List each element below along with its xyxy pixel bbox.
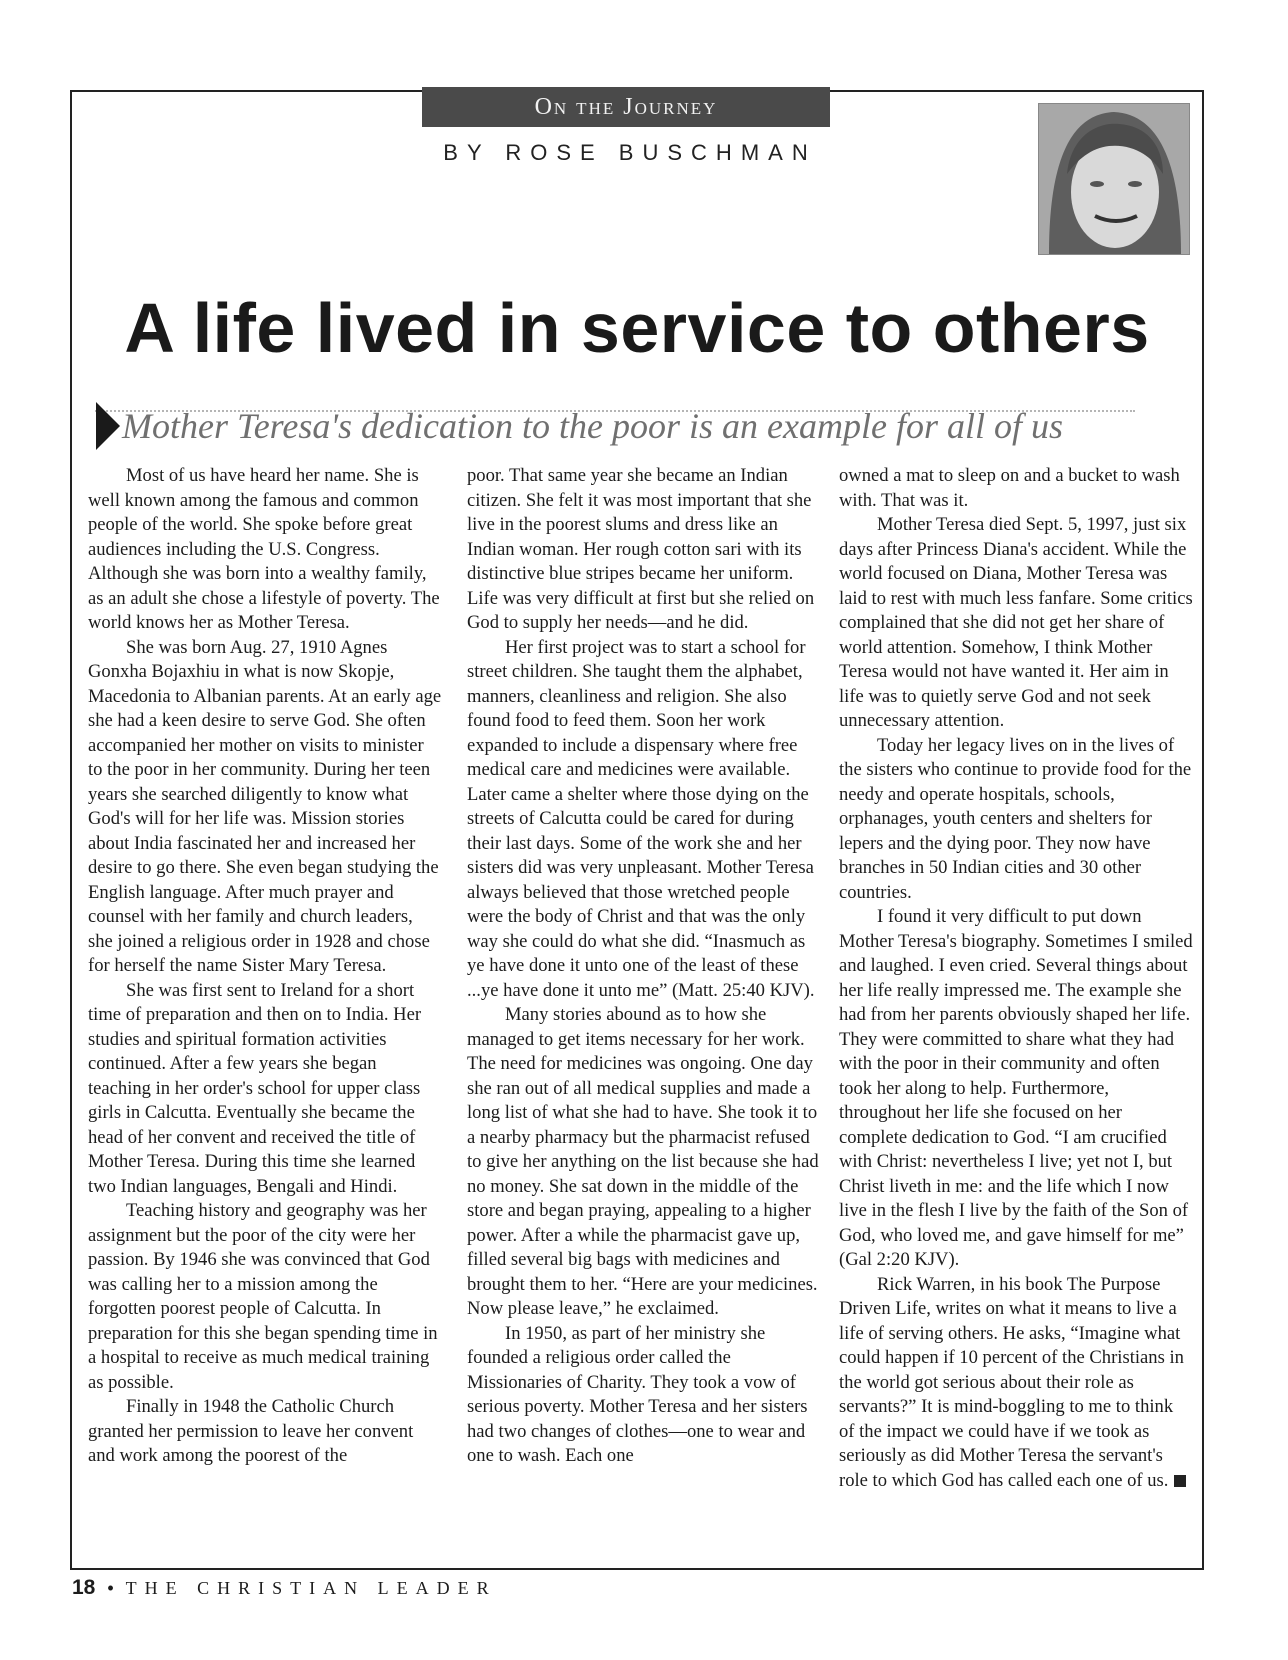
paragraph: Today her legacy lives on in the lives of the sisters who continue to provide food for the needy and operate hospitals, schools, orphanages, youth centers and shelters for lepers and the dying poor. They now have branches in 50 Indian cities and 30 other countries.	[839, 734, 1192, 903]
paragraph: Rick Warren, in his book The Purpose Driven Life, writes on what it means to live a life of serving others. He asks, “Imagine what could happen if 10 percent of the Christians in the world got serious about their role as servants?” It is mind-boggling to me to think of the impact we could have if we took as seriously as did Mother Teresa the servant's role to which God has called each one of us.	[839, 1273, 1193, 1494]
paragraph: In 1950, as part of her ministry she founded a religious order called the Missionaries of Charity. They took a vow of serious poverty. Mother Teresa and her sisters had two changes of clothes—one to wear and one to wash. Each one	[467, 1322, 808, 1466]
byline: BY ROSE BUSCHMAN	[443, 140, 817, 165]
deck-arrow-icon	[96, 402, 120, 450]
author-portrait-image	[1039, 104, 1189, 254]
publication-name: THE CHRISTIAN LEADER	[125, 1578, 497, 1598]
paragraph: poor. That same year she became an Indian citizen. She felt it was most important that she live in the poorest slums and dress like an Indian woman. Her rough cotton sari with its distinctive blue stripes became her uniform. Life was very difficult at first but she relied on God to supply her needs—and he did.	[467, 465, 815, 633]
paragraph: Many stories abound as to how she managed to get items necessary for her work. The need for medicines was ongoing. One day she ran out of all medical supplies and made a long list of what she had to have. She took it to a nearby pharmacy but the pharmacist refused to give her anything on the list because she had no money. She sat down in the middle of the store and began praying, appealing to a higher power. After a while the pharmacist gave up, filled several big bags with medicines and brought them to her. “Here are your medicines. Now please leave,” he exclaimed.	[467, 1004, 819, 1319]
paragraph: I found it very difficult to put down Mother Teresa's biography. Sometimes I smiled and laughed. I even cried. Several things about her life really impressed me. The example she had from her parents obviously shaped her life. They were committed to share what they had with the poor in their community and often took her along to help. Furthermore, throughout her life she focused on her complete dedication to God. “I am crucified with Christ: nevertheless I live; yet not I, but Christ liveth in me: and the life which I now live in the flesh I live by the faith of the Son of God, who loved me, and gave himself for me” (Gal 2:20 KJV).	[839, 906, 1193, 1270]
page-number: 18	[72, 1576, 96, 1599]
headline: A life lived in service to others	[124, 289, 1150, 367]
paragraph: Teaching history and geography was her assignment but the poor of the city were her passion. By 1946 she was convinced that God was calling her to a mission among the forgotten poorest people of Calcutta. In preparation for this she began spending time in a hospital to receive as much medical training as possible.	[88, 1200, 438, 1393]
paragraph: Most of us have heard her name. She is well known among the famous and common people of the world. She spoke before great audiences including the U.S. Congress. Although she was born into a wealthy family, as an adult she chose a lifestyle of poverty. The world knows her as Mother Teresa.	[88, 465, 440, 633]
paragraph: Mother Teresa died Sept. 5, 1997, just six days after Princess Diana's accident. While the world focused on Diana, Mother Teresa was laid to rest with much less fanfare. Some critics complained that she did not get her share of world attention. Somehow, I think Mother Teresa would not have wanted it. Her aim in life was to quietly serve God and not seek unnecessary attention.	[839, 514, 1193, 731]
article-column-2	[467, 464, 821, 1469]
paragraph: Her first project was to start a school for street children. She taught them the alphabet, manners, cleanliness and religion. She also found food to feed them. Soon her work expanded to include a dispensary where free medical care and medicines were available. Later came a shelter where those dying on the streets of Calcutta could be cared for during their last days. Some of the work she and her sisters did was very unpleasant. Mother Teresa always believed that those wretched people were the body of Christ and that was the only way she could do what she did. “Inasmuch as ye have done it unto one of the least of these ...ye have done it unto me” (Matt. 25:40 KJV).	[467, 636, 815, 1001]
end-mark-icon	[1174, 1475, 1186, 1487]
article-column-1	[88, 464, 442, 1469]
paragraph: owned a mat to sleep on and a bucket to wash with. That was it.	[839, 465, 1180, 511]
footer-separator: •	[107, 1578, 114, 1598]
deck: Mother Teresa's dedication to the poor is an example for all of us	[122, 406, 1063, 446]
page-footer	[72, 1576, 872, 1600]
paragraph: She was first sent to Ireland for a short time of preparation and then on to India. Her studies and spiritual formation activities continued. After a few years she began teaching in her order's school for upper class girls in Calcutta. Eventually she became the head of her convent and received the title of Mother Teresa. During this time she learned two Indian languages, Bengali and Hindi.	[88, 979, 422, 1197]
paragraph: She was born Aug. 27, 1910 Agnes Gonxha Bojaxhiu in what is now Skopje, Macedonia to Albanian parents. At an early age she had a keen desire to serve God. She often accompanied her mother on visits to minister to the poor in her community. During her teen years she searched diligently to know what God's will for her life was. Mission stories about India fascinated her and increased her desire to go there. She even began studying the English language. After much prayer and counsel with her family and church leaders, she joined a religious order in 1928 and chose for herself the name Sister Mary Teresa.	[88, 636, 442, 976]
author-photo	[1038, 103, 1190, 255]
paragraph: Finally in 1948 the Catholic Church granted her permission to leave her convent and work among the poorest of the	[88, 1396, 414, 1466]
column-title: On the Journey	[422, 87, 830, 127]
article-column-3	[839, 464, 1193, 1493]
